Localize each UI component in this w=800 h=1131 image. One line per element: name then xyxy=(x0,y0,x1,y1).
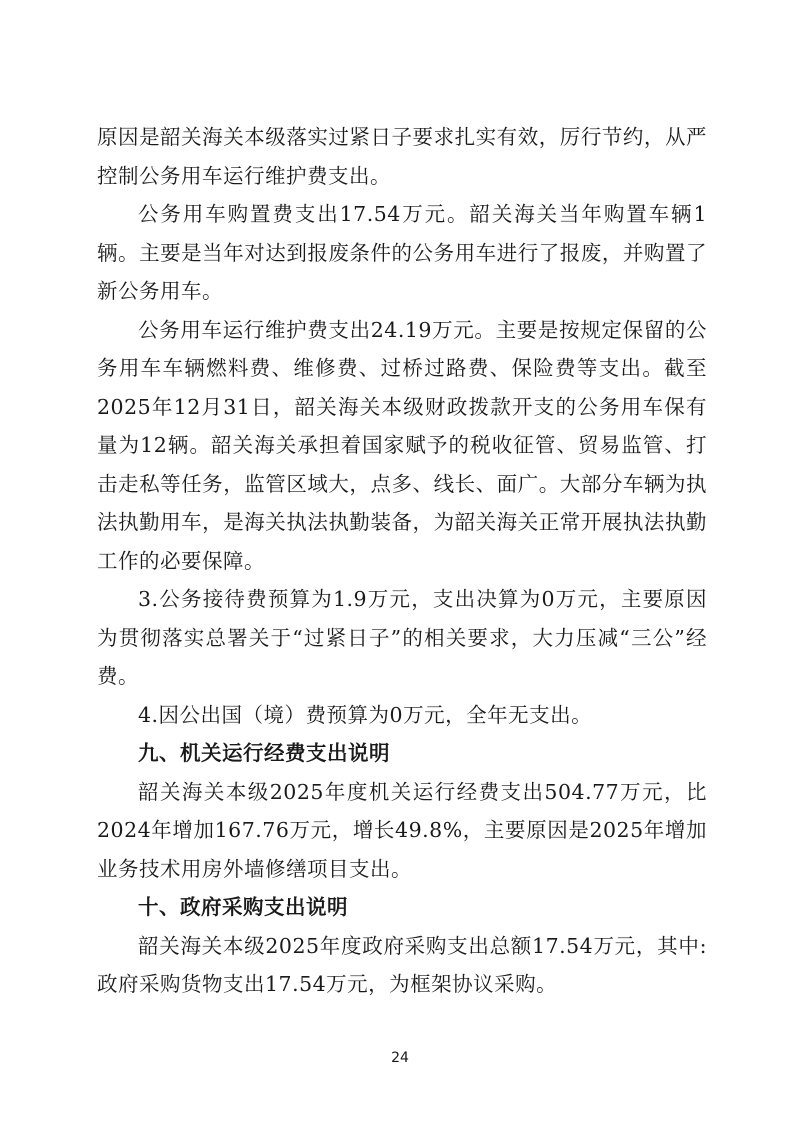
paragraph-operating-expenses: 韶关海关本级2025年度机关运行经费支出504.77万元，比2024年增加167.76万元，增长49.8%，主要原因是2025年增加业务技术用房外墙修缮项目支出。 xyxy=(97,779,707,881)
section-heading-procurement: 十、政府采购支出说明 xyxy=(138,895,348,919)
paragraph-overseas-travel: 4.因公出国（境）费预算为0万元，全年无支出。 xyxy=(138,702,593,727)
document-body xyxy=(97,118,707,1004)
paragraph-procurement: 韶关海关本级2025年度政府采购支出总额17.54万元，其中:政府采购货物支出17.54万元，为框架协议采购。 xyxy=(97,933,707,996)
paragraph-vehicle-maintenance-reason: 原因是韶关海关本级落实过紧日子要求扎实有效，厉行节约，从严控制公务用车运行维护费支出。 xyxy=(97,125,707,188)
paragraph-vehicle-purchase: 公务用车购置费支出17.54万元。韶关海关当年购置车辆1辆。主要是当年对达到报废条件的公务用车进行了报废，并购置了新公务用车。 xyxy=(97,202,707,303)
paragraph-vehicle-operation: 公务用车运行维护费支出24.19万元。主要是按规定保留的公务用车车辆燃料费、维修费、过桥过路费、保险费等支出。截至2025年12月31日，韶关海关本级财政拨款开支的公务用车保有量为12辆。韶关海关承担着国家赋予的税收征管、贸易监管、打击走私等任务，监管区域大，点多、线长、面广。大部分车辆为执法执勤用车，是海关执法执勤装备，为韶关海关正常开展执法执勤工作的必要保障。 xyxy=(97,317,707,573)
section-heading-operating-expenses: 九、机关运行经费支出说明 xyxy=(138,741,390,765)
paragraph-reception-expense: 3.公务接待费预算为1.9万元，支出决算为0万元，主要原因为贯彻落实总署关于“过紧日子”的相关要求，大力压减“三公”经费。 xyxy=(97,587,707,688)
page-number: 24 xyxy=(391,1050,409,1066)
